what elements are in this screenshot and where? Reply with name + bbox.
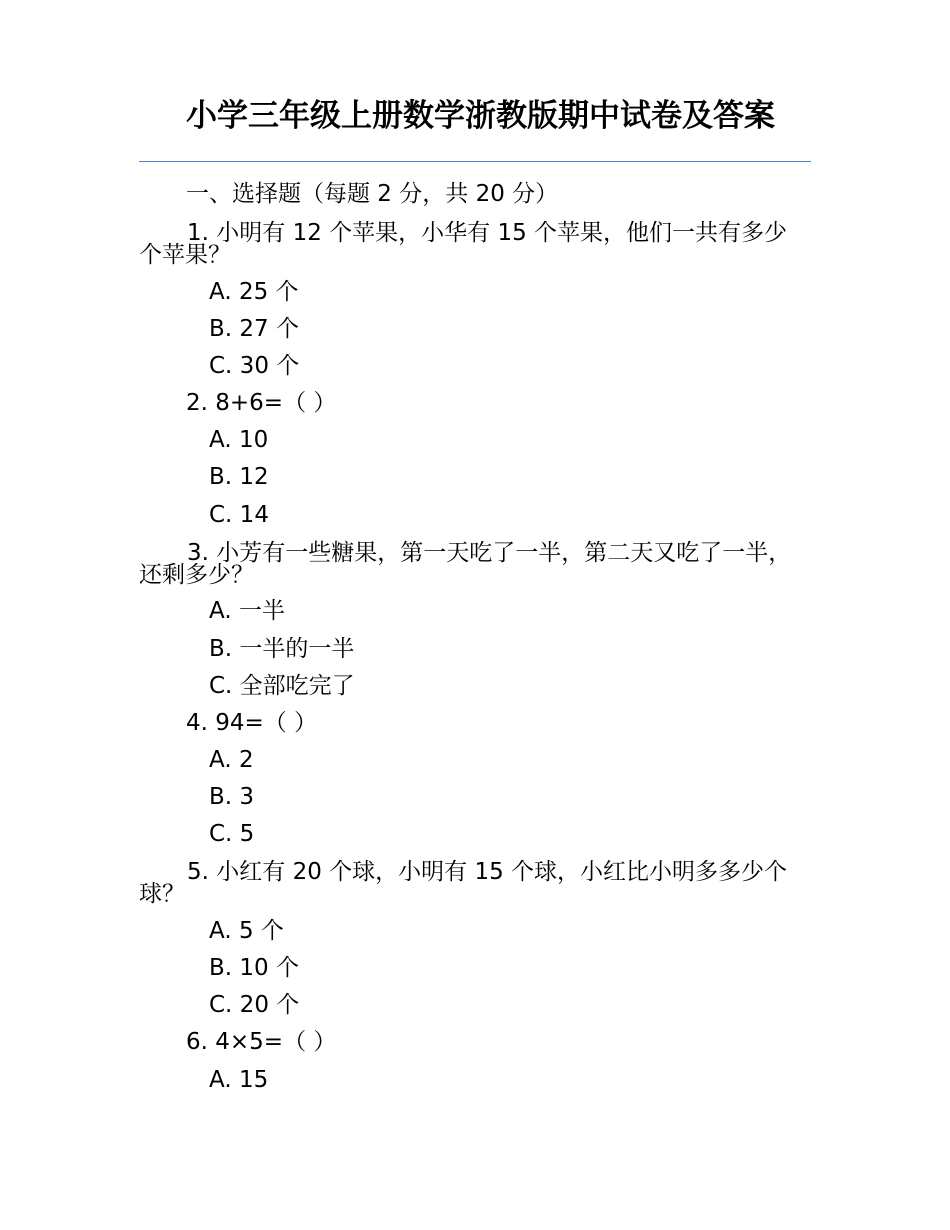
q4-option-c: C. 5	[209, 821, 255, 847]
q3-option-b: B. 一半的一半	[209, 636, 355, 662]
q5-option-a: A. 5 个	[209, 918, 284, 944]
q2-option-c: C. 14	[209, 502, 269, 528]
q1-option-a: A. 25 个	[209, 279, 299, 305]
q3-option-a: A. 一半	[209, 598, 285, 624]
question-3: 3. 小芳有一些糖果，第一天吃了一半，第二天又吃了一半，还剩多少？	[139, 540, 792, 588]
q4-option-a: A. 2	[209, 747, 254, 773]
q5-option-b: B. 10 个	[209, 955, 299, 981]
q6-option-a: A. 15	[209, 1067, 269, 1093]
q2-option-a: A. 10	[209, 427, 269, 453]
q4-option-b: B. 3	[209, 784, 255, 810]
page-title: 小学三年级上册数学浙教版期中试卷及答案	[186, 98, 775, 134]
q1-option-c: C. 30 个	[209, 353, 300, 379]
question-5: 5. 小红有 20 个球，小明有 15 个球，小红比小明多多少个球？	[139, 859, 788, 907]
question-2: 2. 8+6=（ ）	[186, 390, 337, 416]
question-4: 4. 94=（ ）	[186, 710, 318, 736]
q2-option-b: B. 12	[209, 464, 269, 490]
q3-option-c: C. 全部吃完了	[209, 673, 355, 699]
question-1: 1. 小明有 12 个苹果，小华有 15 个苹果，他们一共有多少个苹果？	[139, 220, 788, 268]
section-heading: 一、选择题（每题 2 分，共 20 分）	[186, 181, 559, 207]
q5-option-c: C. 20 个	[209, 992, 300, 1018]
title-underline	[139, 161, 811, 162]
question-6: 6. 4×5=（ ）	[186, 1029, 337, 1055]
q1-option-b: B. 27 个	[209, 316, 299, 342]
